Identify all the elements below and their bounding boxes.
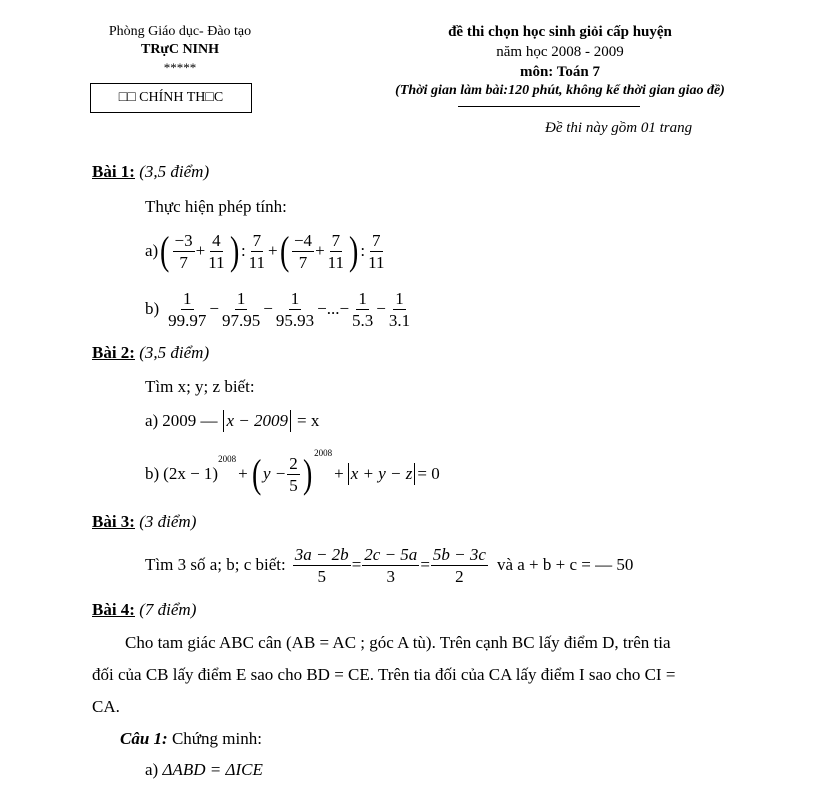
fraction: $\frac{3a - 2b}{5}$ (294, 544, 349, 586)
plus-sign: + (268, 241, 278, 260)
school-year: năm học 2008 - 2009 (496, 44, 624, 60)
district-name: TRựC NINH (140, 42, 220, 57)
expr-text: 2009 — (162, 411, 218, 430)
problem-3-heading (92, 512, 196, 532)
problem-4-heading (92, 600, 196, 620)
fraction: $\frac{-4}{7}$ (293, 230, 313, 272)
minus-sign: − (339, 299, 350, 318)
question-1-label: Câu 1: (120, 729, 168, 748)
paren-open: ( (160, 228, 170, 273)
expr-text: = x (297, 411, 320, 430)
problem-3-text: Tìm 3 số a; b; c biết: (145, 555, 286, 574)
plus-sign: + (195, 241, 206, 260)
problem-4-points: (7 điểm) (139, 600, 197, 619)
question-1a-expression: ΔABD = ΔICE (162, 760, 263, 779)
fraction: $\frac{1}{99.97}$ (168, 288, 207, 330)
question-1-text: Chứng minh: (171, 729, 262, 748)
expr-text: = 0 (417, 464, 440, 483)
fraction: $\frac{7}{11}$ (327, 230, 345, 272)
problem-2a-expression (145, 408, 319, 434)
paren-open: ( (251, 451, 262, 496)
problem-3-label: Bài 3: (92, 512, 135, 531)
question-1a-label: a) (145, 760, 159, 779)
problem-2-label: Bài 2: (92, 343, 135, 362)
plus-sign: + (238, 464, 248, 483)
problem-3-expression (145, 541, 633, 589)
fraction: $\frac{1}{3.1}$ (388, 288, 411, 330)
equals-sign: = (351, 555, 362, 574)
problem-1a-expression (145, 226, 387, 276)
exponent: 2008 (314, 448, 333, 458)
paren-open: ( (279, 228, 289, 273)
problem-1-points: (3,5 điểm) (139, 162, 210, 181)
department-name: Phòng Giáo dục- Đào tạo (108, 24, 252, 39)
exam-time: (Thời gian làm bài:120 phút, không kể thời gian giao đề) (395, 83, 725, 98)
plus-sign: + (334, 464, 344, 483)
fraction: $\frac{1}{95.93}$ (275, 288, 315, 330)
problem-4-line-3: CA. (92, 697, 120, 716)
expr-text: (2x − 1) (163, 464, 219, 483)
abs-bar (414, 463, 415, 485)
fraction: $\frac{1}{97.95}$ (222, 288, 261, 330)
fraction: $\frac{4}{11}$ (208, 230, 225, 272)
problem-2b-expression (145, 448, 440, 500)
fraction: $\frac{5b - 3c}{2}$ (432, 544, 486, 586)
problem-2-heading (92, 343, 209, 363)
divide-sign: : (240, 241, 246, 260)
exponent: 2008 (218, 454, 237, 464)
abs-content: x − 2009 (226, 411, 288, 430)
page-count-note: Đề thi này gồm 01 trang (545, 120, 693, 136)
fraction: $\frac{7}{11}$ (368, 230, 385, 272)
problem-3-condition: và a + b + c = — 50 (496, 555, 634, 574)
stars-divider: ***** (163, 60, 197, 75)
problem-3-points: (3 điểm) (139, 512, 197, 531)
fraction: $\frac{2c - 5a}{3}$ (364, 544, 418, 586)
problem-4-label: Bài 4: (92, 600, 135, 619)
divide-sign: : (360, 241, 366, 260)
problem-1-heading (92, 162, 209, 182)
paren-close: ) (229, 228, 239, 273)
problem-1-instruction: Thực hiện phép tính: (145, 197, 287, 216)
minus-sign: − (317, 299, 327, 318)
fraction: $\frac{1}{5.3}$ (352, 288, 374, 330)
problem-2-instruction: Tìm x; y; z biết: (145, 377, 255, 396)
abs-content: x + y − z (350, 464, 413, 483)
exam-title: đề thi chọn học sinh giỏi cấp huyện (448, 24, 672, 40)
problem-2b-label: b) (145, 464, 160, 483)
problem-2-points: (3,5 điểm) (139, 343, 210, 362)
problem-1a-label: a) (145, 241, 159, 260)
question-1 (120, 729, 262, 749)
problem-1b-expression (145, 286, 413, 332)
problem-4-line-1: Cho tam giác ABC cân (AB = AC ; góc A tù). Trên cạnh BC lấy điểm D, trên tia (125, 633, 671, 652)
minus-sign: − (376, 299, 386, 318)
minus-sign: − (209, 299, 220, 318)
problem-1-label: Bài 1: (92, 162, 135, 181)
problem-1b-label: b) (145, 299, 160, 318)
exam-subject: môn: Toán 7 (519, 64, 601, 80)
abs-bar (223, 410, 224, 432)
official-stamp: □□ CHÍNH TH□C (90, 83, 252, 113)
question-1a (145, 760, 263, 780)
expr-text: y − (263, 464, 287, 483)
paren-close: ) (349, 228, 359, 273)
problem-4-line-2: đối của CB lấy điểm E sao cho BD = CE. Trên tia đối của CA lấy điểm I sao cho CI = (92, 665, 676, 684)
paren-close: ) (302, 451, 313, 496)
abs-bar (348, 463, 349, 485)
abs-bar (290, 410, 291, 432)
fraction: $\frac{7}{11}$ (248, 230, 266, 272)
fraction: $\frac{-3}{7}$ (174, 230, 193, 272)
minus-sign: − (263, 299, 273, 318)
header-rule (458, 106, 640, 107)
plus-sign: + (315, 241, 325, 260)
ellipsis: ... (326, 299, 340, 318)
equals-sign: = (420, 555, 430, 574)
fraction: $\frac{2}{5}$ (289, 453, 298, 495)
problem-2a-label: a) (145, 411, 159, 430)
